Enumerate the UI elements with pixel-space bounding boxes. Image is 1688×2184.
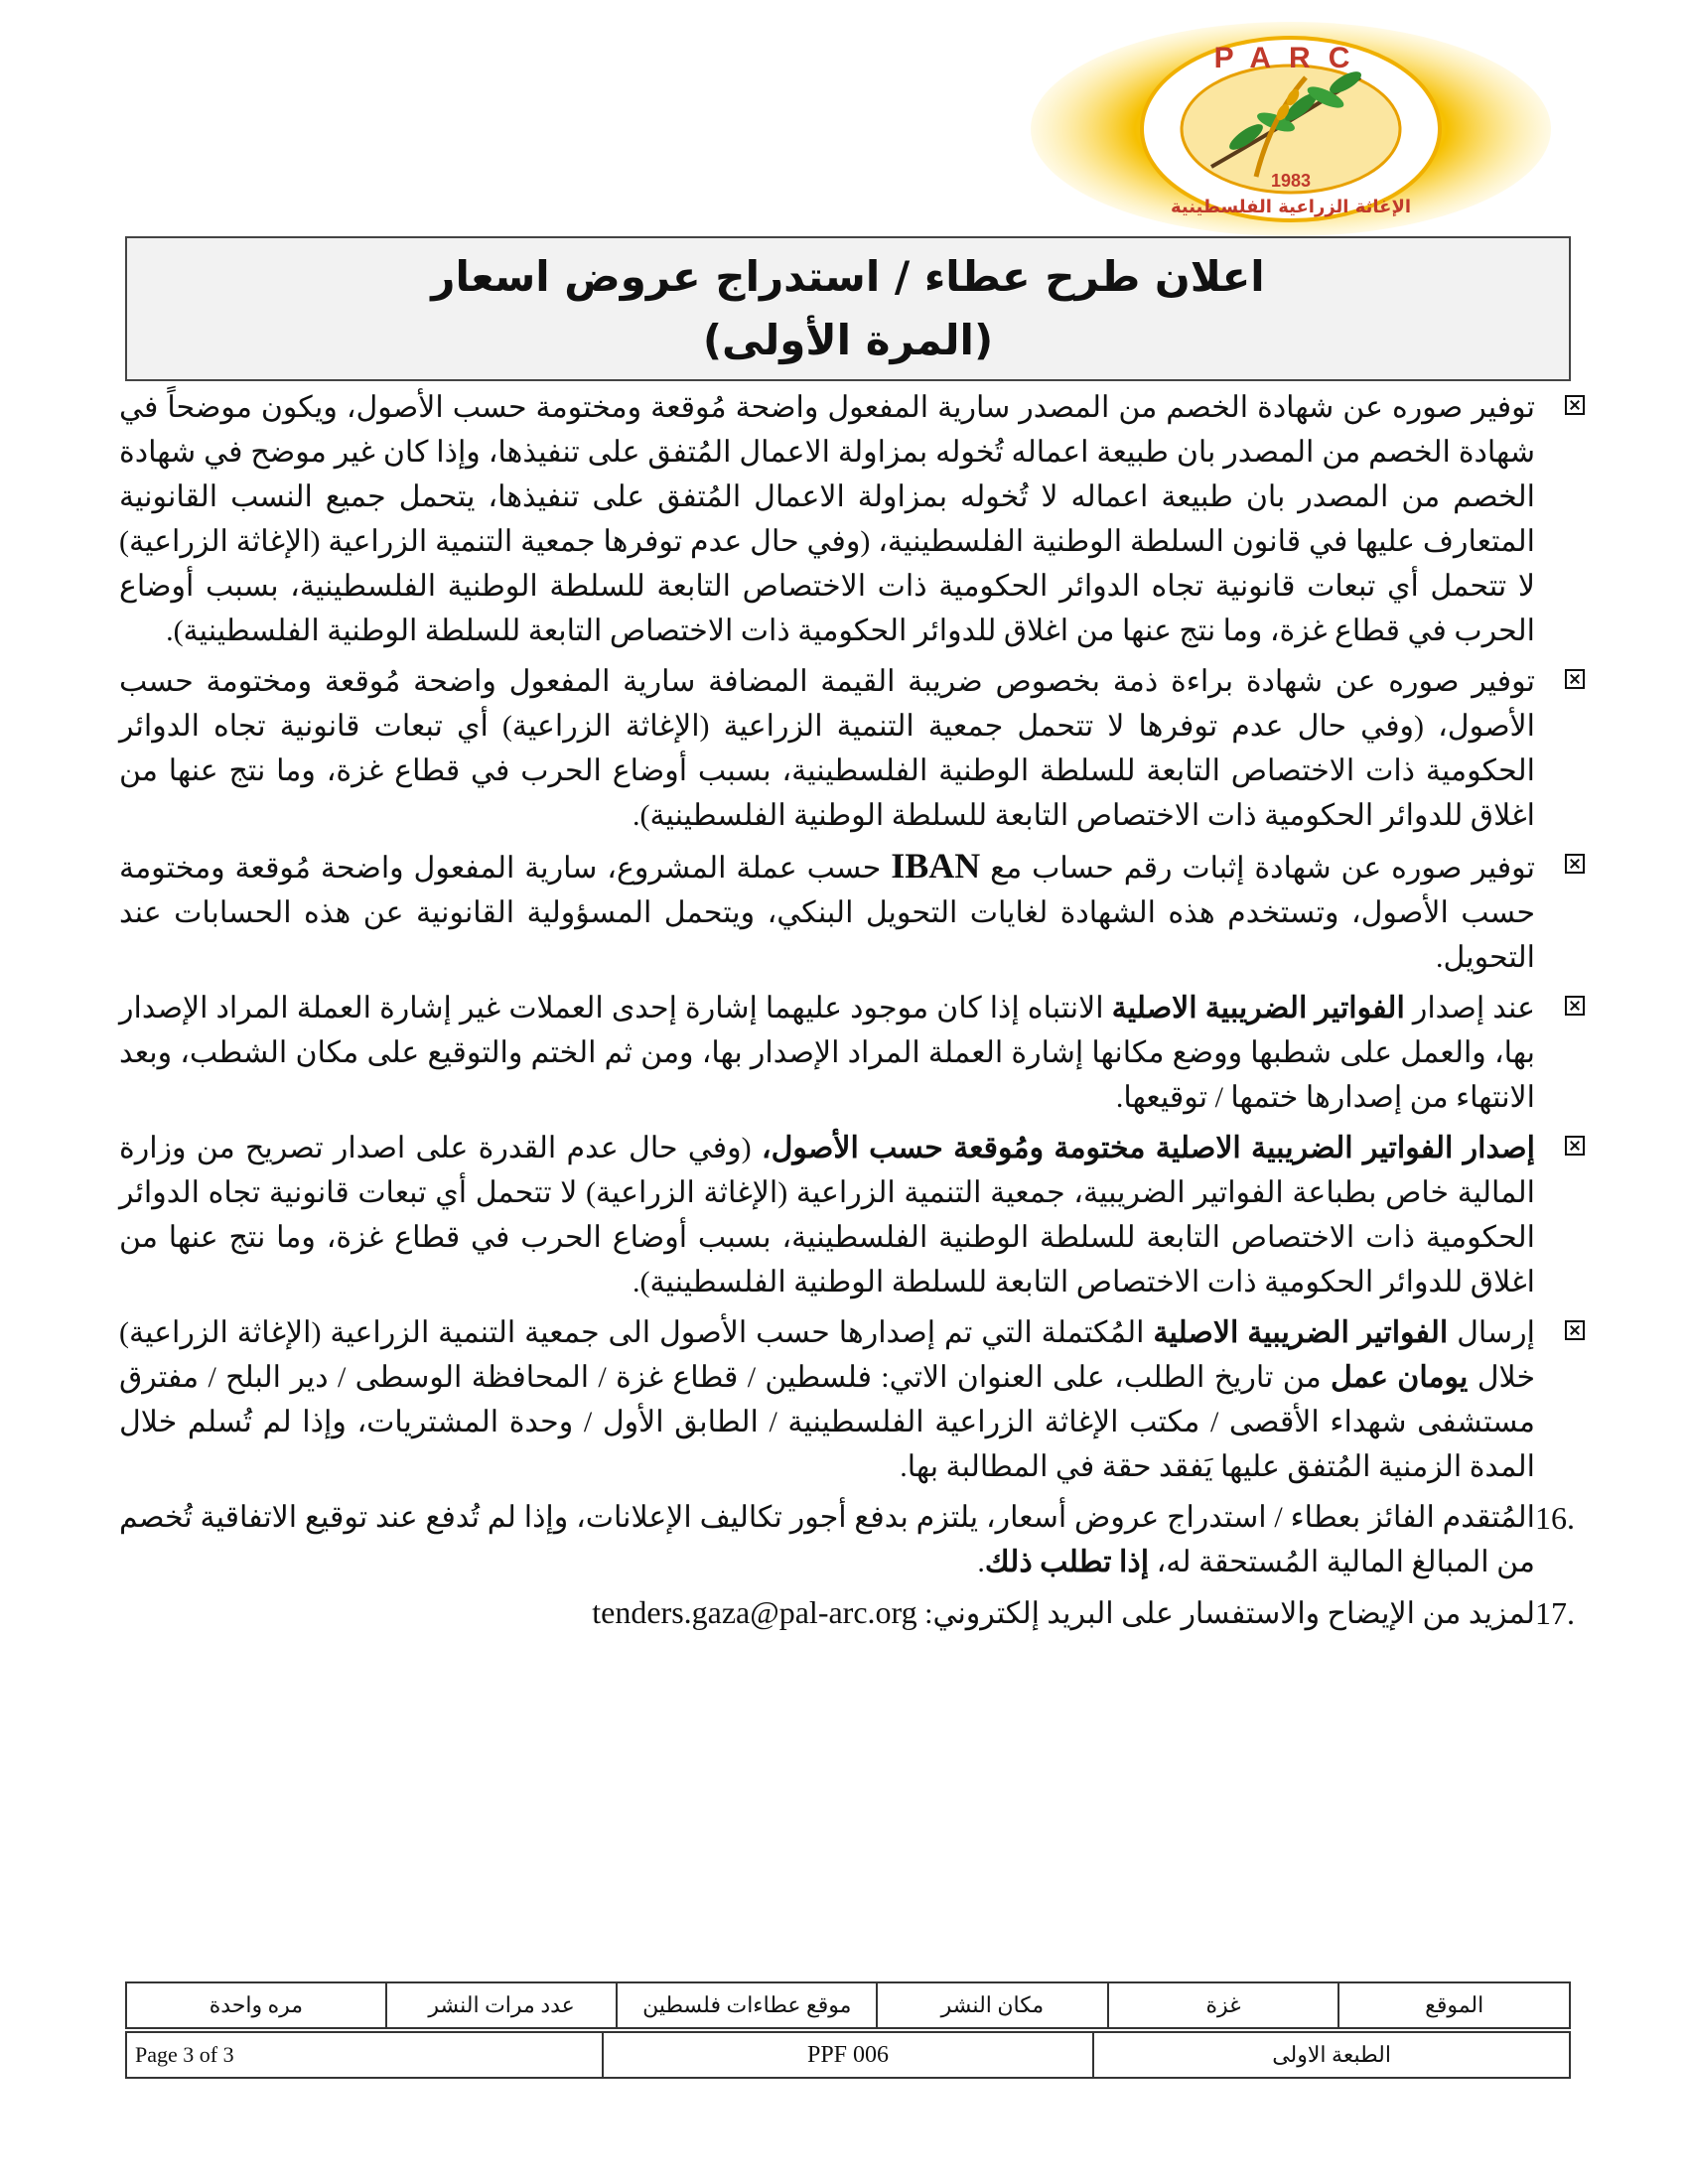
item-text-part: عند إصدار [1404,992,1536,1024]
item-text-part: توفير صوره عن شهادة إثبات رقم حساب مع [980,852,1535,885]
logo-acronym: PARC [1213,42,1368,74]
item-text-part: الانتباه إذا كان موجود عليهما إشارة إحدى العملات غير إشارة العملة المراد الإصدار بها، والعمل على شطبها ووضع مكانها إشارة العملة المراد الإصدار بها، ومن ثم الختم والتوقيع على مكان الشطب، وبعد الانتهاء من إصدارها ختمها / توقيعها. [119,992,1535,1114]
checkbox-icon [1555,1136,1585,1156]
item-text-part: (وفي حال عدم القدرة على اصدار تصريح من وزارة المالية خاص بطباعة الفواتير الضريبية، جمعية التنمية الزراعية (الإغاثة الزراعية) لا تتحمل أي تبعات قانونية تجاه الدوائر الحكومية ذات الاختصاص التابعة للسلطة الوطنية الفلسطينية، بسبب أوضاع الحرب في قطاع غزة، وما نتج عنها من اغلاق للدوائر الحكومية ذات الاختصاص التابعة للسلطة الوطنية الفلسطينية). [119,1132,1535,1298]
parc-logo [1023,18,1559,236]
checkbox-icon [1555,669,1585,689]
item-text-part: إرسال [1448,1316,1535,1349]
footer-edition: الطبعة الاولى [1093,2032,1570,2078]
item-text: توفير صوره عن شهادة الخصم من المصدر سارية المفعول واضحة مُوقعة ومختومة حسب الأصول، ويكون موضحاً في شهادة الخصم من المصدر بان طبيعة اعماله تُخوله بمزاولة الاعمال المُتفق على تنفيذها، وإذا كان غير موضح في شهادة الخصم من المصدر بان طبيعة اعماله لا تُخوله بمزاولة الاعمال المُتفق على تنفيذها، يتحمل جميع النسب القانونية المتعارف عليها في قانون السلطة الوطنية الفلسطينية، (وفي حال عدم توفرها جمعية التنمية الزراعية (الإغاثة الزراعية) لا تتحمل أي تبعات قانونية تجاه الدوائر الحكومية ذات الاختصاص التابعة للسلطة الوطنية الفلسطينية، بسبب أوضاع الحرب في قطاع غزة، وما نتج عنها من اغلاق للدوائر الحكومية ذات الاختصاص التابعة للسلطة الوطنية الفلسطينية). [119,391,1535,647]
item-text [119,1495,1535,1584]
list-item [119,385,1585,653]
item-text-part: المُكتملة التي تم إصدارها حسب الأصول الى جمعية التنمية الزراعية (الإغاثة الزراعية) خلال [119,1316,1535,1394]
footer-place-value: موقع عطاءات فلسطين [617,1982,877,2028]
title-box [125,236,1571,381]
item-number: 16. [1535,1500,1575,1536]
page-title: اعلان طرح عطاء / استدراج عروض اسعار [431,252,1265,301]
footer-document-table [125,2031,1571,2079]
logo-arabic-name: الإغاثة الزراعية الفلسطينية [1170,197,1412,217]
item-text-bold: الفواتير الضريبية الاصلية [1111,992,1405,1024]
checkbox-icon [1555,996,1585,1016]
item-text-bold: إذا تطلب ذلك [984,1546,1150,1578]
item-text-bold: إصدار الفواتير الضريبية الاصلية مختومة ومُوقعة حسب الأصول، [761,1132,1535,1164]
list-item [119,1495,1585,1584]
footer-site-value: غزة [1108,1982,1339,2028]
list-item [119,844,1585,980]
page-subtitle: (المرة الأولى) [702,316,994,364]
footer-count-label: عدد مرات النشر [386,1982,618,2028]
checkbox-icon [1555,395,1585,415]
item-text: توفير صوره عن شهادة براءة ذمة بخصوص ضريبة القيمة المضافة سارية المفعول واضحة مُوقعة ومختومة حسب الأصول، (وفي حال عدم توفرها لا تتحمل جمعية التنمية الزراعية (الإغاثة الزراعية) أي تبعات قانونية تجاه الدوائر الحكومية ذات الاختصاص التابعة للسلطة الوطنية الفلسطينية، بسبب أوضاع الحرب في قطاع غزة، وما نتج عنها من اغلاق للدوائر الحكومية ذات الاختصاص التابعة للسلطة الوطنية الفلسطينية). [119,665,1535,832]
footer-publication-table [125,1981,1571,2029]
item-text [119,986,1535,1120]
item-text-bold: IBAN [891,846,981,886]
item-text [119,1126,1535,1304]
list-item [119,1590,1585,1636]
item-text-part: حسب عملة المشروع، سارية المفعول واضحة مُوقعة ومختومة حسب الأصول، وتستخدم هذه الشهادة لغايات التحويل البنكي، ويتحمل المسؤولية القانونية عن هذه الحسابات عند التحويل. [119,852,1535,974]
list-item [119,1310,1585,1489]
list-item [119,986,1585,1120]
list-item [119,659,1585,838]
logo-year: 1983 [1270,171,1312,191]
footer-place-label: مكان النشر [877,1982,1108,2028]
item-number: 17. [1535,1595,1575,1631]
item-text [119,1590,1535,1636]
item-text [119,1310,1535,1489]
item-text-part: المُتقدم الفائز بعطاء / استدراج عروض أسعار، يلتزم بدفع أجور تكاليف الإعلانات، وإذا لم تُدفع عند توقيع الاتفاقية تُخصم من المبالغ المالية المُستحقة له، [119,1501,1535,1578]
footer-form-code: PPF 006 [603,2032,1093,2078]
item-text-part: . [977,1546,985,1578]
checkbox-icon [1555,854,1585,874]
footer-page-number: Page 3 of 3 [126,2032,603,2078]
item-text-bold: يومان عمل [1331,1361,1469,1394]
email-link[interactable]: tenders.gaza@pal-arc.org [592,1594,917,1630]
item-text-part: لمزيد من الإيضاح والاستفسار على البريد إلكتروني: [916,1597,1535,1630]
item-text-part: من تاريخ الطلب، على العنوان الاتي: فلسطين / قطاع غزة / المحافظة الوسطى / دير البلح / مفترق مستشفى شهداء الأقصى / مكتب الإغاثة الزراعية الفلسطينية / الطابق الأول / وحدة المشتريات، وإذا لم تُسلم خلال المدة الزمنية المُتفق عليها يَفقد حقة في المطالبة بها. [119,1361,1535,1483]
checkbox-icon [1555,1320,1585,1340]
list-item [119,1126,1585,1304]
item-text [119,844,1535,980]
item-text-bold: الفواتير الضريبية الاصلية [1153,1316,1449,1349]
footer-count-value: مره واحدة [126,1982,386,2028]
requirements-list [119,385,1585,1642]
footer-site-label: الموقع [1338,1982,1570,2028]
